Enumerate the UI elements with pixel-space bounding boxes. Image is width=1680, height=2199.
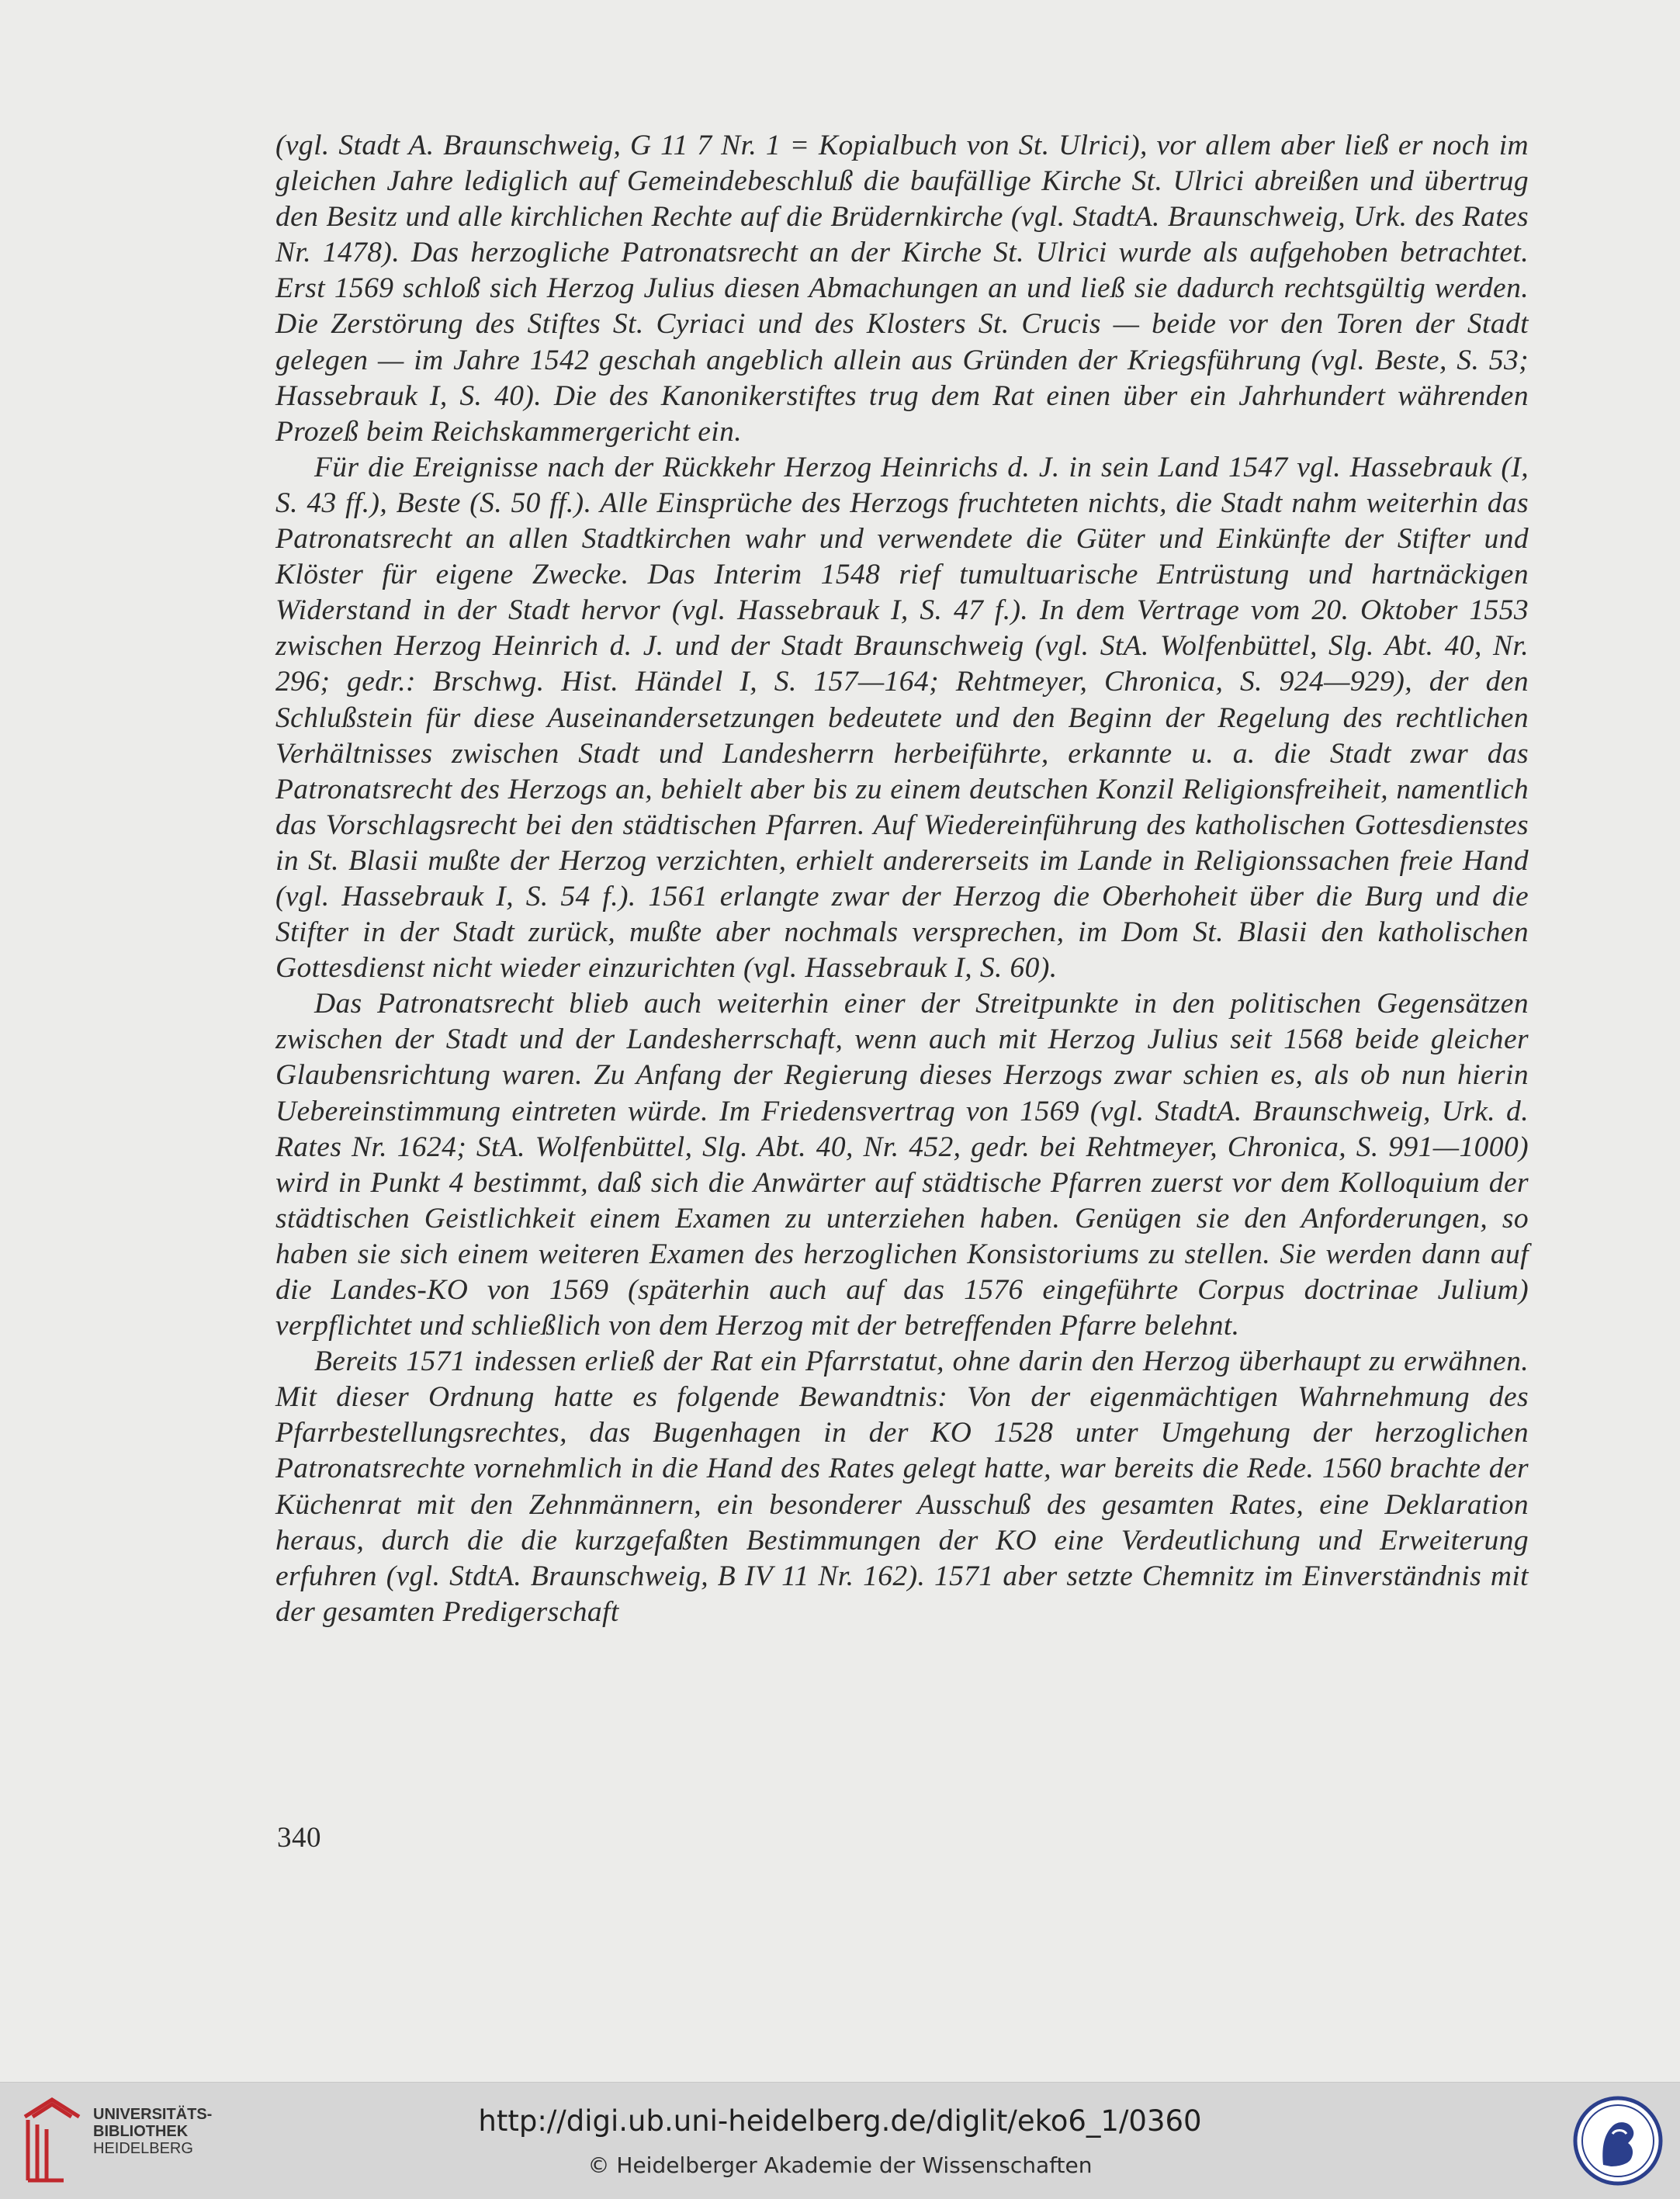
page-number: 340: [277, 1822, 321, 1854]
copyright-notice: © Heidelberger Akademie der Wissenschaften: [587, 2152, 1093, 2178]
paragraph-1: (vgl. Stadt A. Braunschweig, G 11 7 Nr. 1 = Kopialbuch von St. Ulrici), vor allem aber ließ er noch im gleichen Jahre lediglich auf Gemeindebeschluß die baufällige Kirche St. Ulrici abreißen und übertrug den Besitz und alle kirchlichen Rechte auf die Brüdernkirche (vgl. StadtA. Braunschweig, Urk. des Rates Nr. 1478). Das herzogliche Patronatsrecht an der Kirche St. Ulrici wurde als aufgehoben betrachtet. Erst 1569 schloß sich Herzog Julius diesen Abmachungen an und ließ sie dadurch rechtsgültig werden. Die Zerstörung des Stiftes St. Cyriaci und des Klosters St. Crucis — beide vor den Toren der Stadt gelegen — im Jahre 1542 geschah angeblich allein aus Gründen der Kriegsführung (vgl. Beste, S. 53; Hassebrauk I, S. 40). Die des Kanonikerstiftes trug dem Rat einen über ein Jahrhundert währenden Prozeß beim Reichskammergericht ein.: [275, 130, 1529, 448]
institution-line-2: BIBLIOTHEK: [93, 2123, 189, 2140]
institution-line-1: UNIVERSITÄTS-: [93, 2106, 213, 2123]
viewer-footer: [0, 2082, 1680, 2199]
paragraph-4: Bereits 1571 indessen erließ der Rat ein Pfarrstatut, ohne darin den Herzog überhaupt zu erwähnen. Mit dieser Ordnung hatte es folgende Bewandtnis: Von der eigenmächtigen Wahrnehmung des Pfarrbestellungsrechtes, das Bugenhagen in der KO 1528 unter Umgehung der herzoglichen Patronatsrechte vornehmlich in die Hand des Rates gelegt hatte, war bereits die Rede. 1560 brachte der Küchenrat mit den Zehnmännern, ein besonderer Ausschuß des gesamten Rates, eine Deklaration heraus, durch die die kurzgefaßten Bestimmungen der KO eine Verdeutlichung und Erweiterung erfuhren (vgl. StdtA. Braunschweig, B IV 11 Nr. 162). 1571 aber setzte Chemnitz im Einverständnis mit der gesamten Predigerschaft: [275, 1345, 1529, 1628]
academy-seal-icon: [1572, 2095, 1664, 2187]
institution-line-3: HEIDELBERG: [93, 2140, 193, 2157]
document-url-link[interactable]: http://digi.ub.uni-heidelberg.de/diglit/eko6_1/0360: [478, 2104, 1202, 2138]
paragraph-3: Das Patronatsrecht blieb auch weiterhin einer der Streitpunkte in den politischen Gegensätzen zwischen der Stadt und der Landesherrschaft, wenn auch mit Herzog Julius seit 1568 beide gleicher Glaubensrichtung waren. Zu Anfang der Regierung dieses Herzogs zwar schien es, als ob nun hierin Uebereinstimmung eintreten würde. Im Friedensvertrag von 1569 (vgl. StadtA. Braunschweig, Urk. d. Rates Nr. 1624; StA. Wolfenbüttel, Slg. Abt. 40, Nr. 452, gedr. bei Rehtmeyer, Chronica, S. 991—1000) wird in Punkt 4 bestimmt, daß sich die Anwärter auf städtische Pfarren zuerst vor dem Kolloquium der städtischen Geistlichkeit einem Examen zu unterziehen haben. Genügen sie den Anforderungen, so haben sie sich einem weiteren Examen des herzoglichen Konsistoriums zu stellen. Sie werden dann auf die Landes-KO von 1569 (späterhin auch auf das 1576 eingeführte Corpus doctrinae Julium) verpflichtet und schließlich von dem Herzog mit der betreffenden Pfarre belehnt.: [275, 988, 1529, 1342]
paragraph-2: Für die Ereignisse nach der Rückkehr Herzog Heinrichs d. J. in sein Land 1547 vgl. Hassebrauk (I, S. 43 ff.), Beste (S. 50 ff.). Alle Einsprüche des Herzogs fruchteten nichts, die Stadt nahm weiterhin das Patronatsrecht an allen Stadtkirchen wahr und verwendete die Güter und Einkünfte der Stifter und Klöster für eigene Zwecke. Das Interim 1548 rief tumultuarische Entrüstung und hartnäckigen Widerstand in der Stadt hervor (vgl. Hassebrauk I, S. 47 f.). In dem Vertrage vom 20. Oktober 1553 zwischen Herzog Heinrich d. J. und der Stadt Braunschweig (vgl. StA. Wolfenbüttel, Slg. Abt. 40, Nr. 296; gedr.: Brschwg. Hist. Händel I, S. 157—164; Rehtmeyer, Chronica, S. 924—929), der den Schlußstein für diese Auseinandersetzungen bedeutete und den Beginn der Regelung des rechtlichen Verhältnisses zwischen Stadt und Landesherrn herbeiführte, erkannte u. a. die Stadt zwar das Patronatsrecht des Herzogs an, behielt aber bis zu einem deutschen Konzil Religionsfreiheit, namentlich das Vorschlagsrecht bei den städtischen Pfarren. Auf Wiedereinführung des katholischen Gottesdienstes in St. Blasii mußte der Herzog verzichten, erhielt andererseits im Lande in Religionssachen freie Hand (vgl. Hassebrauk I, S. 54 f.). 1561 erlangte zwar der Herzog die Oberhoheit über die Burg und die Stifter in der Stadt zurück, mußte aber nochmals versprechen, im Dom St. Blasii den katholischen Gottesdienst nicht wieder einzurichten (vgl. Hassebrauk I, S. 60).: [275, 451, 1529, 985]
body-text: [275, 128, 1529, 1630]
